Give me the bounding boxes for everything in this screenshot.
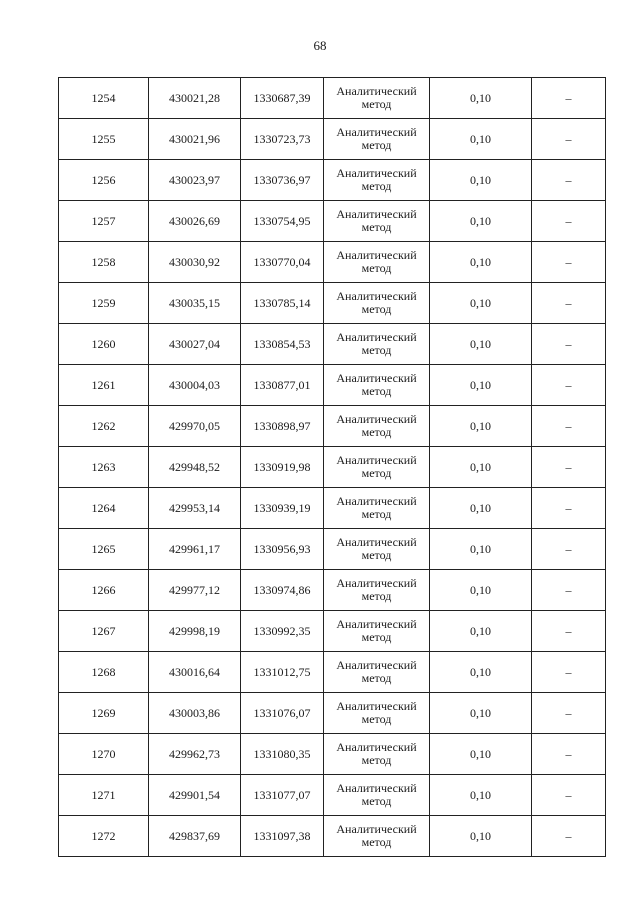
method-cell: [324, 242, 430, 283]
method-cell: [324, 406, 430, 447]
x-coordinate-cell: 430027,04: [149, 324, 241, 365]
accuracy-cell: 0,10: [430, 160, 532, 201]
table-row: [59, 406, 606, 447]
method-line-2: метод: [361, 466, 392, 480]
point-id-cell: 1267: [59, 611, 149, 652]
x-coordinate-cell: 429961,17: [149, 529, 241, 570]
point-id-cell: 1259: [59, 283, 149, 324]
accuracy-cell: 0,10: [430, 734, 532, 775]
x-coordinate-cell: 429970,05: [149, 406, 241, 447]
x-coordinate-cell: 430004,03: [149, 365, 241, 406]
accuracy-cell: 0,10: [430, 447, 532, 488]
note-cell: –: [532, 488, 606, 529]
point-id-cell: 1262: [59, 406, 149, 447]
table-row: [59, 283, 606, 324]
table-row: [59, 816, 606, 857]
table-row: [59, 611, 606, 652]
page-number: 68: [313, 38, 327, 53]
method-cell: [324, 365, 430, 406]
note-cell: –: [532, 652, 606, 693]
y-coordinate-cell: 1330974,86: [241, 570, 324, 611]
method-cell: [324, 652, 430, 693]
y-coordinate-cell: 1330770,04: [241, 242, 324, 283]
y-coordinate-cell: 1330785,14: [241, 283, 324, 324]
note-cell: –: [532, 406, 606, 447]
point-id-cell: 1257: [59, 201, 149, 242]
method-line-1: Аналитический: [336, 207, 417, 221]
x-coordinate-cell: 429901,54: [149, 775, 241, 816]
x-coordinate-cell: 429977,12: [149, 570, 241, 611]
x-coordinate-cell: 430035,15: [149, 283, 241, 324]
point-id-cell: 1265: [59, 529, 149, 570]
accuracy-cell: 0,10: [430, 570, 532, 611]
table-row: [59, 242, 606, 283]
accuracy-cell: 0,10: [430, 78, 532, 119]
method-cell: [324, 693, 430, 734]
coordinates-table-body: [59, 78, 606, 857]
method-line-1: Аналитический: [336, 125, 417, 139]
point-id-cell: 1255: [59, 119, 149, 160]
y-coordinate-cell: 1330939,19: [241, 488, 324, 529]
y-coordinate-cell: 1330736,97: [241, 160, 324, 201]
point-id-cell: 1258: [59, 242, 149, 283]
method-cell: [324, 611, 430, 652]
method-line-1: Аналитический: [336, 617, 417, 631]
point-id-cell: 1269: [59, 693, 149, 734]
point-id-cell: 1261: [59, 365, 149, 406]
accuracy-cell: 0,10: [430, 816, 532, 857]
y-coordinate-cell: 1330992,35: [241, 611, 324, 652]
y-coordinate-cell: 1330854,53: [241, 324, 324, 365]
method-line-1: Аналитический: [336, 494, 417, 508]
method-line-1: Аналитический: [336, 84, 417, 98]
table-row: [59, 693, 606, 734]
method-line-1: Аналитический: [336, 248, 417, 262]
method-line-2: метод: [361, 302, 392, 316]
method-line-2: метод: [361, 794, 392, 808]
y-coordinate-cell: 1330723,73: [241, 119, 324, 160]
table-row: [59, 78, 606, 119]
point-id-cell: 1260: [59, 324, 149, 365]
note-cell: –: [532, 283, 606, 324]
accuracy-cell: 0,10: [430, 406, 532, 447]
method-line-2: метод: [361, 630, 392, 644]
method-line-1: Аналитический: [336, 289, 417, 303]
method-line-1: Аналитический: [336, 412, 417, 426]
y-coordinate-cell: 1331012,75: [241, 652, 324, 693]
method-cell: [324, 734, 430, 775]
point-id-cell: 1271: [59, 775, 149, 816]
table-row: [59, 775, 606, 816]
accuracy-cell: 0,10: [430, 693, 532, 734]
method-line-2: метод: [361, 507, 392, 521]
x-coordinate-cell: 429948,52: [149, 447, 241, 488]
note-cell: –: [532, 78, 606, 119]
table-row: [59, 488, 606, 529]
method-line-2: метод: [361, 384, 392, 398]
note-cell: –: [532, 611, 606, 652]
note-cell: –: [532, 529, 606, 570]
table-row: [59, 201, 606, 242]
accuracy-cell: 0,10: [430, 242, 532, 283]
x-coordinate-cell: 430016,64: [149, 652, 241, 693]
x-coordinate-cell: 429953,14: [149, 488, 241, 529]
method-cell: [324, 201, 430, 242]
x-coordinate-cell: 429998,19: [149, 611, 241, 652]
table-row: [59, 324, 606, 365]
method-line-2: метод: [361, 425, 392, 439]
table-row: [59, 447, 606, 488]
y-coordinate-cell: 1331076,07: [241, 693, 324, 734]
y-coordinate-cell: 1330956,93: [241, 529, 324, 570]
method-line-2: метод: [361, 835, 392, 849]
note-cell: –: [532, 734, 606, 775]
method-cell: [324, 529, 430, 570]
y-coordinate-cell: 1330877,01: [241, 365, 324, 406]
method-cell: [324, 324, 430, 365]
y-coordinate-cell: 1330919,98: [241, 447, 324, 488]
x-coordinate-cell: 429962,73: [149, 734, 241, 775]
method-line-2: метод: [361, 589, 392, 603]
table-row: [59, 529, 606, 570]
x-coordinate-cell: 429837,69: [149, 816, 241, 857]
y-coordinate-cell: 1331077,07: [241, 775, 324, 816]
method-line-1: Аналитический: [336, 453, 417, 467]
accuracy-cell: 0,10: [430, 324, 532, 365]
method-line-2: метод: [361, 220, 392, 234]
x-coordinate-cell: 430003,86: [149, 693, 241, 734]
point-id-cell: 1268: [59, 652, 149, 693]
point-id-cell: 1254: [59, 78, 149, 119]
x-coordinate-cell: 430030,92: [149, 242, 241, 283]
accuracy-cell: 0,10: [430, 652, 532, 693]
method-line-2: метод: [361, 343, 392, 357]
note-cell: –: [532, 570, 606, 611]
method-line-2: метод: [361, 97, 392, 111]
table-row: [59, 734, 606, 775]
accuracy-cell: 0,10: [430, 488, 532, 529]
x-coordinate-cell: 430021,96: [149, 119, 241, 160]
point-id-cell: 1256: [59, 160, 149, 201]
method-cell: [324, 447, 430, 488]
accuracy-cell: 0,10: [430, 611, 532, 652]
method-line-1: Аналитический: [336, 371, 417, 385]
method-cell: [324, 570, 430, 611]
method-cell: [324, 78, 430, 119]
accuracy-cell: 0,10: [430, 365, 532, 406]
accuracy-cell: 0,10: [430, 283, 532, 324]
x-coordinate-cell: 430021,28: [149, 78, 241, 119]
method-line-1: Аналитический: [336, 330, 417, 344]
note-cell: –: [532, 324, 606, 365]
x-coordinate-cell: 430023,97: [149, 160, 241, 201]
method-line-2: метод: [361, 548, 392, 562]
note-cell: –: [532, 816, 606, 857]
y-coordinate-cell: 1330754,95: [241, 201, 324, 242]
note-cell: –: [532, 447, 606, 488]
method-line-2: метод: [361, 712, 392, 726]
method-cell: [324, 816, 430, 857]
accuracy-cell: 0,10: [430, 119, 532, 160]
method-line-1: Аналитический: [336, 781, 417, 795]
y-coordinate-cell: 1331097,38: [241, 816, 324, 857]
note-cell: –: [532, 201, 606, 242]
y-coordinate-cell: 1331080,35: [241, 734, 324, 775]
note-cell: –: [532, 365, 606, 406]
method-line-2: метод: [361, 671, 392, 685]
table-row: [59, 119, 606, 160]
method-line-1: Аналитический: [336, 740, 417, 754]
table-row: [59, 365, 606, 406]
method-cell: [324, 160, 430, 201]
note-cell: –: [532, 160, 606, 201]
table-row: [59, 652, 606, 693]
coordinates-table: [58, 77, 606, 857]
method-cell: [324, 488, 430, 529]
y-coordinate-cell: 1330898,97: [241, 406, 324, 447]
x-coordinate-cell: 430026,69: [149, 201, 241, 242]
point-id-cell: 1263: [59, 447, 149, 488]
note-cell: –: [532, 775, 606, 816]
note-cell: –: [532, 119, 606, 160]
table-row: [59, 570, 606, 611]
method-line-2: метод: [361, 138, 392, 152]
method-line-1: Аналитический: [336, 576, 417, 590]
method-cell: [324, 775, 430, 816]
accuracy-cell: 0,10: [430, 529, 532, 570]
method-line-2: метод: [361, 179, 392, 193]
table-row: [59, 160, 606, 201]
point-id-cell: 1266: [59, 570, 149, 611]
point-id-cell: 1264: [59, 488, 149, 529]
method-line-1: Аналитический: [336, 535, 417, 549]
accuracy-cell: 0,10: [430, 775, 532, 816]
note-cell: –: [532, 693, 606, 734]
method-line-1: Аналитический: [336, 166, 417, 180]
point-id-cell: 1272: [59, 816, 149, 857]
method-cell: [324, 283, 430, 324]
accuracy-cell: 0,10: [430, 201, 532, 242]
method-line-1: Аналитический: [336, 699, 417, 713]
method-line-2: метод: [361, 261, 392, 275]
method-line-2: метод: [361, 753, 392, 767]
method-line-1: Аналитический: [336, 822, 417, 836]
y-coordinate-cell: 1330687,39: [241, 78, 324, 119]
point-id-cell: 1270: [59, 734, 149, 775]
method-cell: [324, 119, 430, 160]
note-cell: –: [532, 242, 606, 283]
method-line-1: Аналитический: [336, 658, 417, 672]
